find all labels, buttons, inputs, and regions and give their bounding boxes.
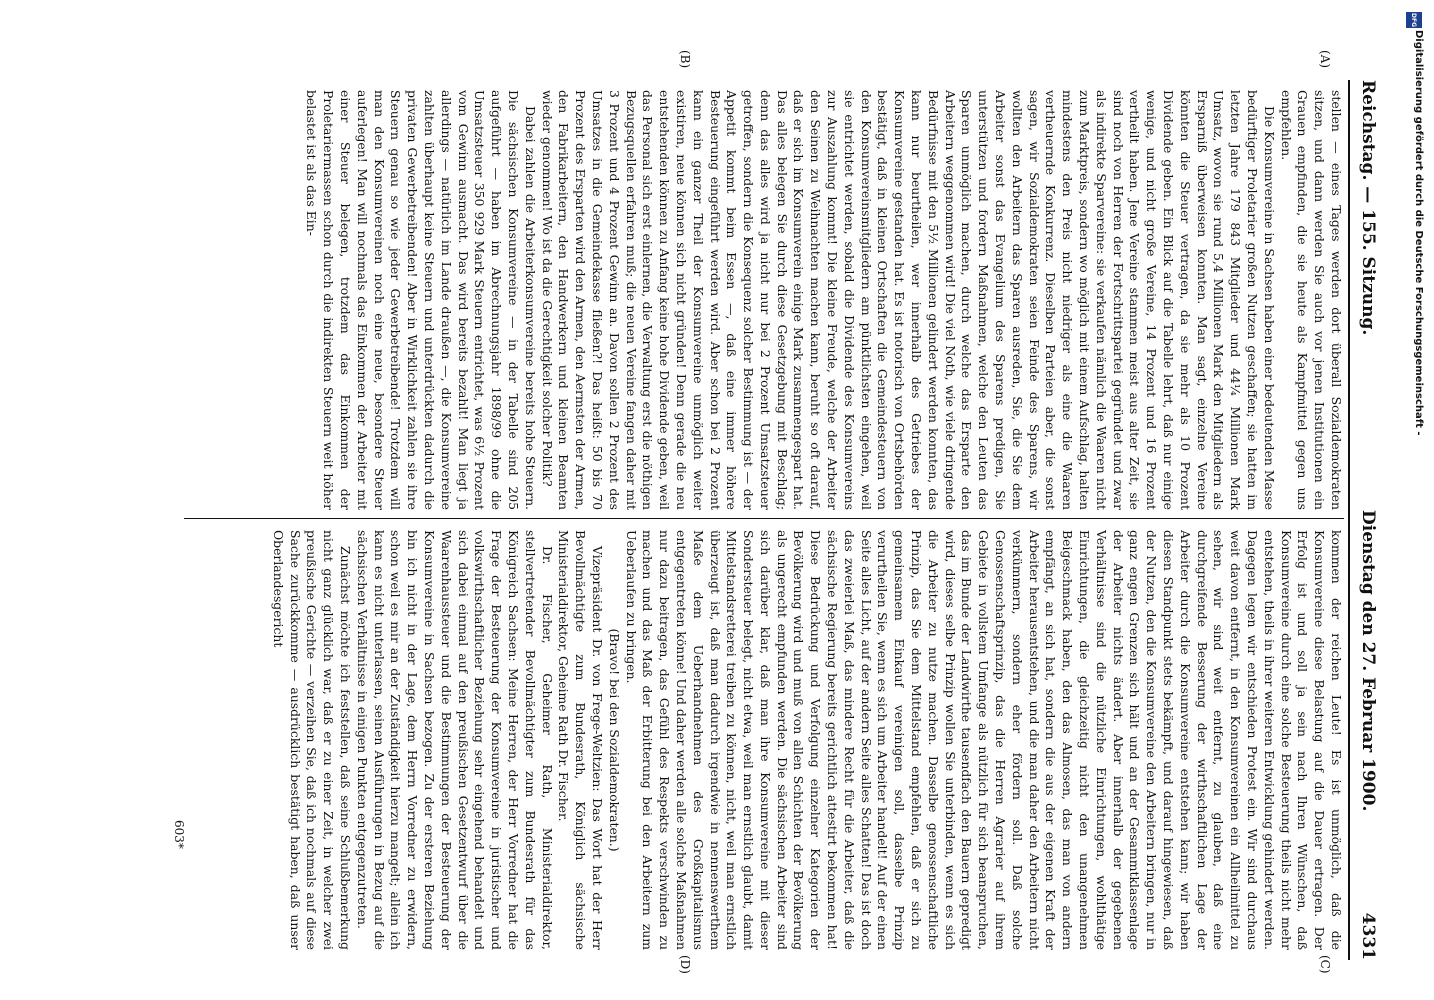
left-paragraph: stellen — eines Tages werden dort überall Sozialdemokraten sitzen, und dann werden Sie auch vor jenen Institutionen ein Grauen empfinden, die sie heute als Kampfmittel gegen uns empfehlen. xyxy=(1278,90,1344,510)
right-column xyxy=(64,530,1344,950)
right-paragraph: kommen der reichen Leute! Es ist unmöglich, daß die Konsumvereine diese Belastung auf die Dauer ertragen. Der Erfolg ist und soll ja sein nach Ihren Wünschen, daß Konsumvereine durch eine solche Besteuerung theils nicht mehr entstehen, theils in ihrer weiteren Entwicklung gehindert werden. Dagegen legen wir entschieden Protest ein. Wir sind durchaus weit davon entfernt, in den Konsumvereinen ein Allheilmittel zu sehen, wir sind weit entfernt, zu glauben, daß eine durchgreifende Besserung der wirthschaftlichen Lage der Arbeiter durch die Konsumvereine entstehen kann; wir haben diesen Standpunkt stets bekämpft, und darauf hingewiesen, daß der Nutzen, den die Konsumvereine den Arbeitern bringen, nur in ganz engen Grenzen sich hält und an der Gesammtklassenlage der Arbeiter nichts ändert. Aber innerhalb der gegebenen Verhältnisse sind die nützliche Einrichtungen, wohlthätige Einrichtungen, die gleichzeitig nicht den unangenehmen Beigeschmack haben, den das Almosen, das man von andern empfängt, an sich hat, sondern die aus der eigenen Kraft der Arbeiter herausentstehen, und die man daher den Arbeitern nicht verkümmern, sondern eher fördern soll. Daß solche Genossenschaftsprinzip, das die Herren Agrarier auf ihrem Gebiete in vollstem Umfange als nützlich für sich beanspruchen, das im Bunde der Landwirthe tausendfach den Bauern gepredigt wird, dieses selbe Prinzip wollen Sie unterbinden, wenn es sich die Arbeiter zu nutze machen. Dasselbe genossenschaftliche Prinzip, das Sie dem Mittelstand empfehlen, daß er sich zu gemeinsamem Einkauf vereinigen soll, dasselbe Prinzip verurtheilen Sie, wenn es sich um Arbeiter handelt! Auf der einen Seite alles Licht, auf der andern Seite alles Schatten! Das ist doch das zweierlei Maß, das mindere Recht für die Arbeiter, daß die sächsische Regierung bereits gerichtlich attestirt bekommen hat! Diese Bedrückung und Verfolgung einzelner Kategorien der Bevölkerung wird und muß von allen Schichten der Bevölkerung als ungerecht empfunden werden. Die sächsischen Arbeiter sind sich darüber klar, daß man ihre Konsumvereine mit dieser Sondersteuer belegt, nicht etwa, weil man ernstlich glaubt, damit Mittelstandsretterei treiben zu können, nicht, weil man ernstlich überzeugt ist, daß man dadurch irgendwie in nennenswerthem Maße dem Ueberhandnehmen des Großkapitalismus entgegentreten könne! Und daher werden alle solche Maßnahmen nur dazu beitragen, das Gefühl des Respekts verschwinden zu machen und das Maß der Erbitterung bei den Arbeitern zum Ueberlaufen zu bringen. xyxy=(623,530,1344,950)
applause-note: (Bravo! bei den Sozialdemokraten.) xyxy=(606,628,622,852)
header-rule xyxy=(1348,80,1350,960)
left-paragraph: Die Konsumvereine in Sachsen haben einer bedeutenden Masse bedürftiger Proletarier großen Nutzen geschaffen; sie hatten im letzten Jahre 179 843 Mitglieder und 44¼ Millionen Mark Umsatz, wovon sie rund 5,4 Millionen Mark den Mitgliedern als Ersparniß überweisen konnten. Man sagt, einzelne Vereine könnten die Steuer vertragen, da sie mehr als 10 Prozent Dividende geben. Ein Blick auf die Tabelle lehrt, daß nur einige wenige, und nicht große Vereine, 14 Prozent und 16 Prozent vertheilt haben. Jene Vereine stammen meist aus alter Zeit, sie sind noch von Herren der Fortschrittspartei gegründet und zwar als indirekte Sparvereine: sie verkaufen nämlich die Waaren nicht zum Marktpreis, sondern wo möglich mit einem Aufschlag, halten mindestens den Preis nicht niedriger als eine die Waaren vertheuernde Konkurrenz. Dieselben Parteien aber, die sonst sagen, wir Sozialdemokraten seien Feinde des Sparens, wir wollten den Arbeitern das Sparen ausreden, Sie, die Sie dem Arbeiter sonst das Evangelium des Sparens predigen, Sie unterstützen und fordern Maßnahmen, welche den Leuten das Sparen unmöglich machen, durch welche das Ersparte den Arbeitern weggenommen wird! Die viel Noth, wie viele dringende Bedürfnisse mit den 5½ Millionen gelindert werden konnten, das kann nur beurtheilen, wer innerhalb des Getriebes der Konsumvereine gestanden hat. Es ist notorisch von Ortsbehörden bestätigt, daß in kleinen Ortschaften die Gemeindesteuern von den Konsumvereinsmitgliedern am pünktlichsten eingehen, weil sie entrichtet werden, sobald die Dividende des Konsumvereins zur Auszahlung kommt! Die kleine Freude, welche der Arbeiter den Seinen zu Weihnachten machen kann, beruht so oft darauf, daß er sich im Konsumverein einige Mark zusammengespart hat. Das alles belegen Sie durch diese Gesetzgebung mit Beschlag; denn das alles wird ja nicht nur bei 2 Prozent Umsatzsteuer getroffen, sondern die Konsequenz solcher Bestimmung ist — der Appetit kommt beim Essen —, daß eine immer höhere Besteuerung eingeführt werden wird. Aber schon bei 2 Prozent kann ein ganzer Theil der Konsumvereine unmöglich weiter existiren, neue können sich nicht gründen! Denn gerade die neu entstehenden können zu Anfang keine hohe Dividende geben, weil das Personal sich erst einlernen, die Verwaltung erst die nöthigen Bezugsquellen erfahren muß; die neuen Vereine fangen daher mit 3 Prozent und 4 Prozent Gewinn an. Davon sollen 2 Prozent des Umsatzes in die Gemeindekasse fließen?! Das heißt: 50 bis 70 Prozent des Ersparten wird den Armen, den Aermsten der Armen, den Fabrikarbeitern, den Handwerkern und kleinen Beamten wieder genommen! Wo ist da die Gerechtigkeit solcher Politik? xyxy=(539,90,1277,510)
left-paragraph: Dabei zahlen die Arbeiterkonsumvereine bereits hohe Steuern. Die sächsischen Konsumvereine — in der Tabelle sind 205 aufgeführt — haben im Abrechnungsjahr 1898/99 ohne die Umsatzsteuer 350 929 Mark Steuern entrichtet, was 6½ Prozent vom Gewinn ausmacht. Das wird bereits bezahlt! Man liegt ja allerdings — natürlich im Lande draußen —, die Konsumvereine zahlten überhaupt keine Steuern und unterdrückten dadurch die privaten Gewerbetreibenden! Aber in Wirklichkeit zahlen sie ihre Steuern genau so wie jeder Gewerbetreibende! Trotzdem will man den Konsumvereinen noch eine neue, besondere Steuer auferlegen! Man will nochmals das Einkommen der Arbeiter mit einer Steuer belegen, trotzdem das Einkommen der Proletariermassen schon durch die indirekten Steuern weit höher belastet ist als das Ein- xyxy=(304,90,538,510)
column-rule xyxy=(184,518,1344,519)
margin-marker-a: (A) xyxy=(1318,50,1332,69)
page-number: 4331 xyxy=(1358,912,1378,960)
funding-note xyxy=(1410,30,1424,970)
left-column xyxy=(64,90,1344,510)
header-left: Reichstag. — 155. Sitzung. xyxy=(1358,80,1378,336)
margin-marker-b: (B) xyxy=(678,50,692,69)
header-date: Dienstag den 27. Februar 1900. xyxy=(1358,510,1378,812)
running-header xyxy=(1352,80,1384,960)
dfg-logo: DFG xyxy=(1406,12,1422,28)
margin-marker-c: (C) xyxy=(1318,955,1332,974)
margin-marker-d: (D) xyxy=(678,955,692,974)
rotated-page xyxy=(52,20,1392,980)
digitization-note xyxy=(1404,10,1430,970)
right-paragraph: Zunächst möchte ich feststellen, daß seine Schlußbemerkung nicht ganz glücklich war, daß er zu einer Zeit, in welcher zwei preußische Gerichte — verzeihen Sie, daß ich nochmals auf diese Sache zurückkomme — ausdrücklich bestätigt haben, daß unser Oberlandesgericht xyxy=(270,530,353,950)
right-paragraph: Dr. Fischer, Geheimer Rath, Ministerialdirektor, stellvertretender Bevollmächtigter zum Bundesrath für das Königreich Sachsen: Meine Herren, der Herr Vorredner hat die Frage der Besteuerung der Konsumvereine in juristischer und volkswirthschaftlicher Beziehung sehr eingehend behandelt und sich dabei einmal auf den preußischen Gesetzentwurf über die Waarenhaussteuer und die Bestimmungen der Besteuerung der Konsumvereine in Sachsen bezogen. Zu der ersteren Beziehung bin ich nicht in der Lage, dem Herrn Vorredner zu erwidern, schon weil es mir an der Zuständigkeit hierzu mangelt; allein ich kann es nicht unterlassen, seinen Ausführungen in Bezug auf die sächsischen Verhältnisse in einigen Punkten entgegenzutreten. xyxy=(354,530,555,950)
funding-note-text: Digitalisierung gefördert durch die Deutsche Forschungsgemeinschaft - xyxy=(1413,30,1424,436)
right-paragraph: Vizepräsident Dr. von Frege-Weltzien: Das Wort hat der Herr Bevollmächtigte zum Bundesrath, Königlich sächsische Ministerialdirektor, Geheime Rath Dr. Fischer. xyxy=(556,530,605,950)
signature-mark: 603* xyxy=(172,820,186,849)
